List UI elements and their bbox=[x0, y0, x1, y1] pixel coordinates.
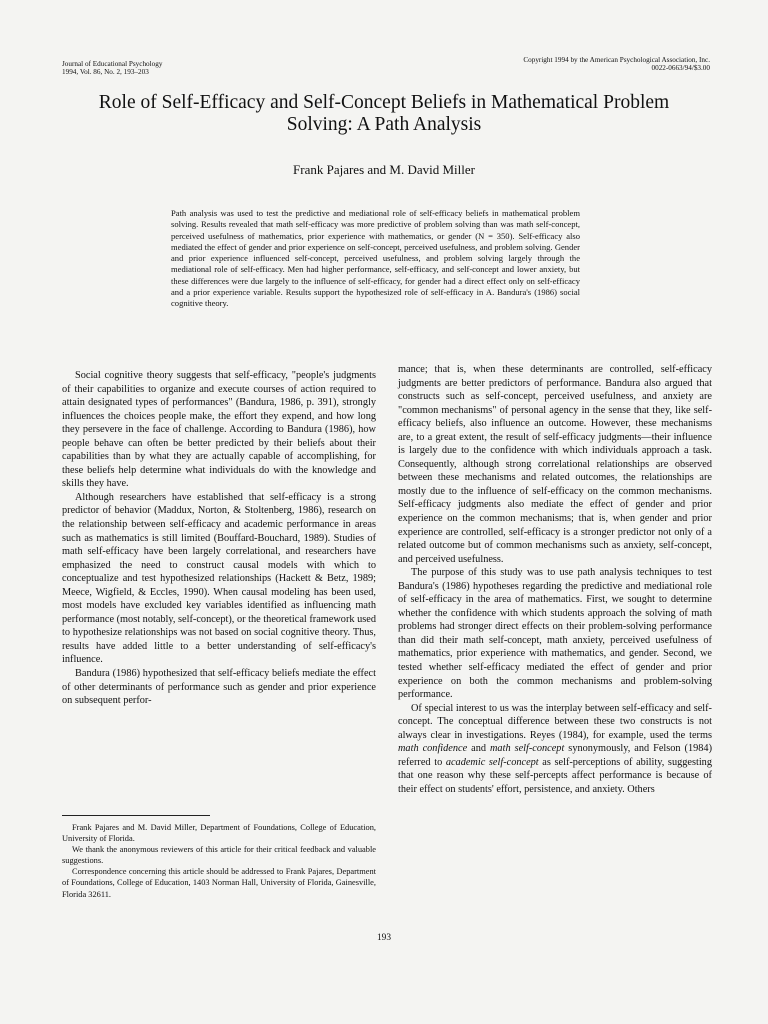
paper-authors: Frank Pajares and M. David Miller bbox=[293, 162, 475, 177]
body-paragraph: Bandura (1986) hypothesized that self-efficacy beliefs mediate the effect of other determinants of performance such as gender and prior experience on subsequent perfor- bbox=[62, 668, 376, 707]
footnote-correspondence: Correspondence concerning this article should be addressed to Frank Pajares, Department of Foundations, College of Education, 1403 Norman Hall, University of Florida, Gainesville, Florida 32611. bbox=[62, 867, 376, 899]
issn-code: 0022-0663/94/$3.00 bbox=[651, 64, 710, 72]
term-math-self-concept: math self-concept bbox=[490, 743, 565, 755]
paper-title bbox=[60, 92, 708, 136]
journal-name: Journal of Educational Psychology bbox=[62, 60, 163, 68]
body-paragraph: The purpose of this study was to use path analysis techniques to test Bandura's (1986) hypotheses regarding the predictive and mediational role of self-efficacy in the area of mathematics. First, we sought to determine whether the confidence with which students approach the solving of math problems had stronger direct effects on their problem-solving performance than did their math self-concept, math anxiety, perceived usefulness of mathematics, prior experience with mathematics, and gender. Second, we tested whether self-efficacy mediated the effect of gender and prior experience on both the common mechanisms and problem-solving performance. bbox=[398, 567, 712, 701]
page-number: 193 bbox=[376, 933, 392, 943]
footnote-divider bbox=[62, 815, 210, 816]
body-paragraph: Although researchers have established that self-efficacy is a strong predictor of behavior (Maddux, Norton, & Stoltenberg, 1986), research on the relationship between self-efficacy and academic performance in areas such as mathematics is still limited (Bouffard-Bouchard, 1989). Studies of math self-efficacy have been largely correlational, and researchers have emphasized the need to construct causal models with which to conceptualize and test hypothesized relationships (Hackett & Betz, 1989; Meece, Wigfield, & Eccles, 1990). When causal modeling has been used, most models have excluded key variables identified as influencing math performance (most notably, self-concept), or the theoretical framework used to hypothesize relationships was not based on social cognitive theory. Thus, results have added little to a better understanding of self-efficacy's influence. bbox=[62, 491, 376, 666]
footnote-acknowledgment: We thank the anonymous reviewers of this article for their critical feedback and valuable suggestions. bbox=[62, 845, 376, 866]
journal-volume: 1994, Vol. 86, No. 2, 193–203 bbox=[62, 68, 149, 76]
abstract: Path analysis was used to test the predictive and mediational role of self-efficacy beliefs in mathematical problem solving. Results revealed that math self-efficacy was more predictive of problem solving than was math self-concept, perceived usefulness of mathematics, prior experience with mathematics, or gender (N = 350). Self-efficacy also mediated the effect of gender and prior experience on self-concept, perceived usefulness, and problem solving. Gender and prior experience influenced self-concept, perceived usefulness, and problem solving largely through the mediational role of self-efficacy. Men had higher performance, self-efficacy, and self-concept and lower anxiety, but these differences were due largely to the influence of self-efficacy, for gender had a direct effect only on self-efficacy and a prior experience variable. Results support the hypothesized role of self-efficacy in A. Bandura's (1986) social cognitive theory. bbox=[171, 208, 580, 309]
term-math-confidence: math confidence bbox=[398, 743, 468, 755]
body-paragraph: mance; that is, when these determinants are controlled, self-efficacy judgments are better predictors of performance. Bandura also argued that constructs such as self-concept, perceived usefulness, and anxiety are "common mechanisms" of personal agency in the sense that they, like self-efficacy beliefs, also influence an outcome. However, these mechanisms are, to a great extent, the result of self-efficacy judgments—their influence is largely due to the confidence with which individuals approach a task. Consequently, although strong correlational relationships are observed between these mechanisms and related outcomes, the relationships are mostly due to the influence of self-efficacy on the common mechanisms. Self-efficacy judgments also mediate the effect of gender and prior experience on the common mechanisms; that is, when gender and prior experience are controlled, self-efficacy is a stronger predictor not only of a related outcome but of common mechanisms such as anxiety, self-concept, and perceived usefulness. bbox=[398, 364, 712, 565]
left-column bbox=[62, 369, 376, 708]
paper-title-line2: Solving: A Path Analysis bbox=[286, 114, 482, 135]
copyright-text: Copyright 1994 by the American Psychological Association, Inc. bbox=[523, 56, 710, 64]
paper-title-line1: Role of Self-Efficacy and Self-Concept Beliefs in Mathematical Problem bbox=[98, 92, 670, 113]
author-footnotes bbox=[62, 822, 376, 900]
copyright-notice bbox=[523, 56, 710, 72]
journal-citation bbox=[62, 60, 162, 76]
term-academic-self-concept: academic self-concept bbox=[445, 756, 539, 768]
body-paragraph: Social cognitive theory suggests that self-efficacy, "people's judgments of their capabilities to organize and execute courses of action required to attain designated types of performances" (Bandura, 1986, p. 391), strongly influences the choices people make, the effort they expend, and how long they persevere in the face of challenge. According to Bandura (1986), how people behave can often be better predicted by their beliefs about their capabilities than by what they are actually capable of accomplishing, for these beliefs help determine what individuals do with the knowledge and skills they have. bbox=[62, 370, 376, 490]
right-column bbox=[398, 363, 712, 797]
footnote-affiliation: Frank Pajares and M. David Miller, Department of Foundations, College of Education, University of Florida. bbox=[62, 823, 376, 844]
body-paragraph: Of special interest to us was the interplay between self-efficacy and self-concept. The conceptual difference between these two constructs is not always clear in investigations. Reyes (1984), for example, used the terms math confidence and math self-concept synonymously, and Felson (1984) referred to academic self-concept as self-perceptions of ability, suggesting that one reason why these self-percepts affect performance is because of their effect on students' effort, persistence, and anxiety. Others bbox=[398, 702, 712, 795]
